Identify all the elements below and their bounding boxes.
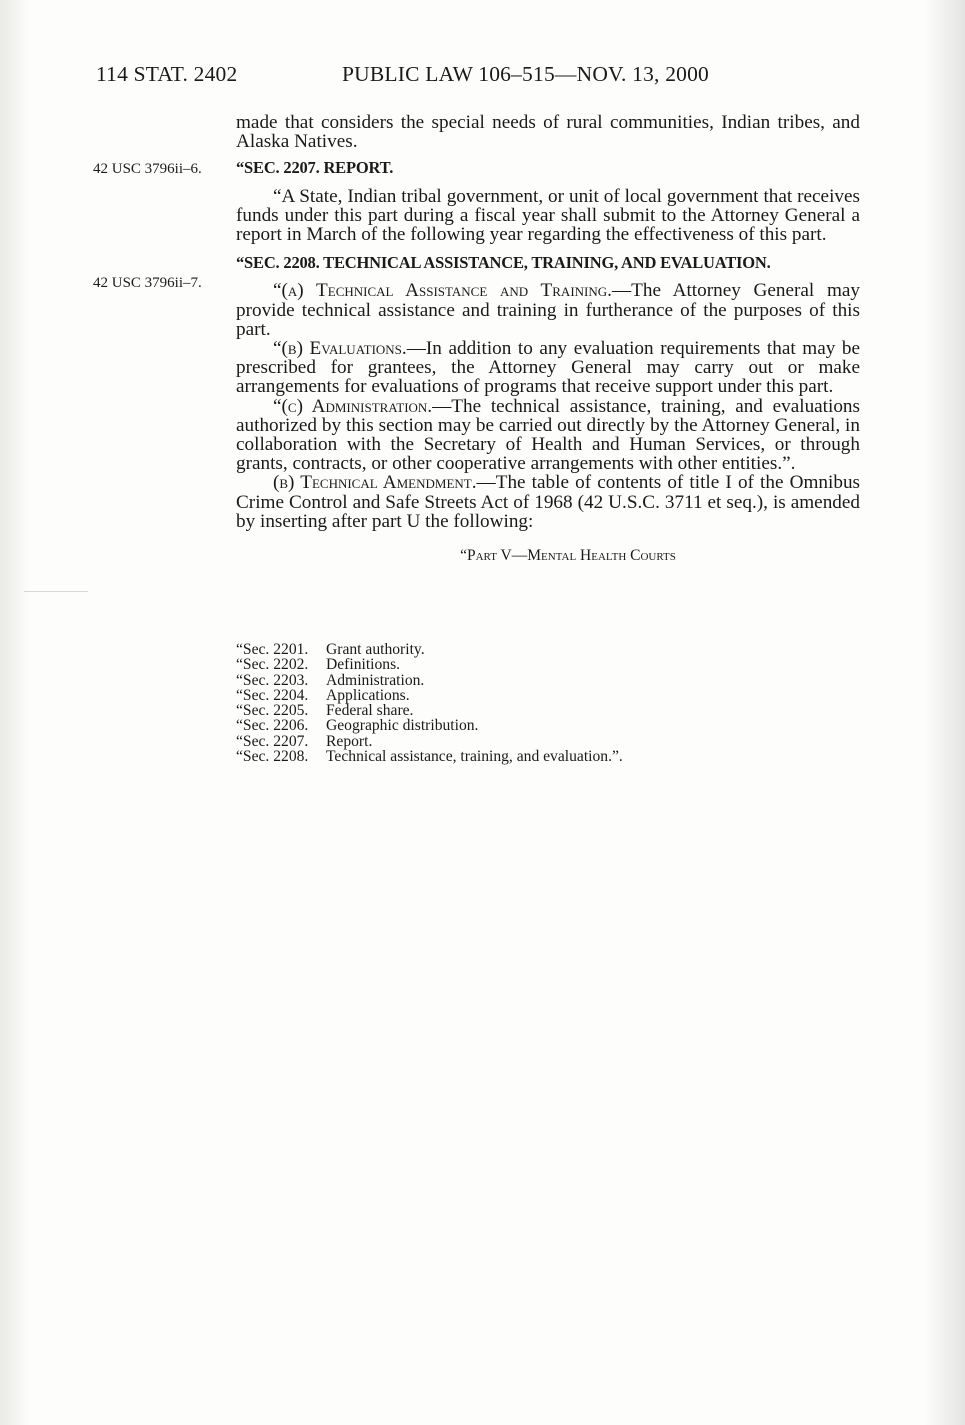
subsection-b [236, 339, 860, 397]
statute-citation: 114 STAT. 2402 [96, 62, 238, 86]
toc-section-title: Geographic distribution. [326, 717, 479, 735]
toc-row [236, 734, 623, 749]
toc-section-title: Federal share. [326, 702, 414, 720]
subsection-label: “(b) Evaluations. [273, 338, 407, 360]
margin-note-usc: 42 USC 3796ii–7. [93, 275, 202, 291]
technical-amendment [236, 473, 860, 531]
toc-section-number: “Sec. 2203. [236, 671, 309, 689]
subsection-text: —The table of contents of title I of the Omnibus Crime Control and Safe Streets Act of 1968 (42 U.S.C. 3711 et seq.), is amended by inserting after part U the following: [236, 472, 861, 532]
public-law-heading: PUBLIC LAW 106–515—NOV. 13, 2000 [342, 62, 710, 86]
toc-section-number: “Sec. 2205. [236, 702, 309, 720]
subsection-text: —In addition to any evaluation requirements that may be prescribed for grantees, the Attorney General may carry out or make arrangements for evaluations of programs that receive support under this part. [236, 338, 860, 398]
page-header [96, 62, 876, 92]
toc-row [236, 673, 623, 688]
subsection-c [236, 397, 860, 474]
main-text [236, 113, 860, 565]
toc-row [236, 688, 623, 703]
toc-section-title: Report. [326, 732, 373, 750]
toc-section-number: “Sec. 2208. [236, 748, 309, 766]
toc-section-title: Administration. [326, 671, 425, 689]
toc-section-number: “Sec. 2206. [236, 717, 309, 735]
toc-section-title: Grant authority. [326, 641, 425, 658]
toc-section-number: “Sec. 2204. [236, 686, 309, 704]
subsection-label: (b) Technical Amendment. [273, 472, 477, 494]
toc-section-number: “Sec. 2202. [236, 656, 309, 674]
toc-section-title: Technical assistance, training, and evaluation.”. [326, 748, 623, 766]
toc-section-number: “Sec. 2201. [236, 641, 309, 658]
subsection-text: —The Attorney General may provide technical assistance and training in furtherance of the purposes of this part. [236, 280, 860, 340]
toc-row [236, 749, 623, 764]
toc-row [236, 718, 623, 733]
toc-section-title: Definitions. [326, 656, 401, 674]
margin-note-usc: 42 USC 3796ii–6. [93, 161, 202, 177]
subsection-label: “(c) Administration. [273, 395, 433, 417]
paragraph: made that considers the special needs of rural communities, Indian tribes, and Alaska Natives. [236, 112, 860, 153]
toc-row [236, 657, 623, 672]
subsection-text: —The technical assistance, training, and evaluations authorized by this section may be carried out directly by the Attorney General, in collaboration with the Secretary of Health and Human Services, or through grants, contracts, or other cooperative arrangements with other entities.”. [236, 395, 860, 475]
scan-artifact [24, 591, 88, 592]
subsection-label: “(a) Technical Assistance and Training. [273, 280, 612, 302]
toc-row [236, 642, 623, 657]
toc-section-number: “Sec. 2207. [236, 732, 309, 750]
toc-section-title: Applications. [326, 686, 410, 704]
subsection-a [236, 281, 860, 339]
paragraph: “A State, Indian tribal government, or unit of local government that receives funds under this part during a fiscal year shall submit to the Attorney General a report in March of the following year regarding the effectiveness of this part. [236, 185, 860, 246]
section-heading-2208: “SEC. 2208. TECHNICAL ASSISTANCE, TRAINING, AND EVALUATION. [236, 253, 771, 273]
scan-edge-right [923, 0, 965, 1425]
part-title: “Part V—Mental Health Courts [460, 547, 676, 565]
table-of-contents [236, 642, 623, 764]
toc-row [236, 703, 623, 718]
section-heading-2207: “SEC. 2207. REPORT. [236, 158, 394, 178]
scan-edge-left [0, 0, 30, 1425]
